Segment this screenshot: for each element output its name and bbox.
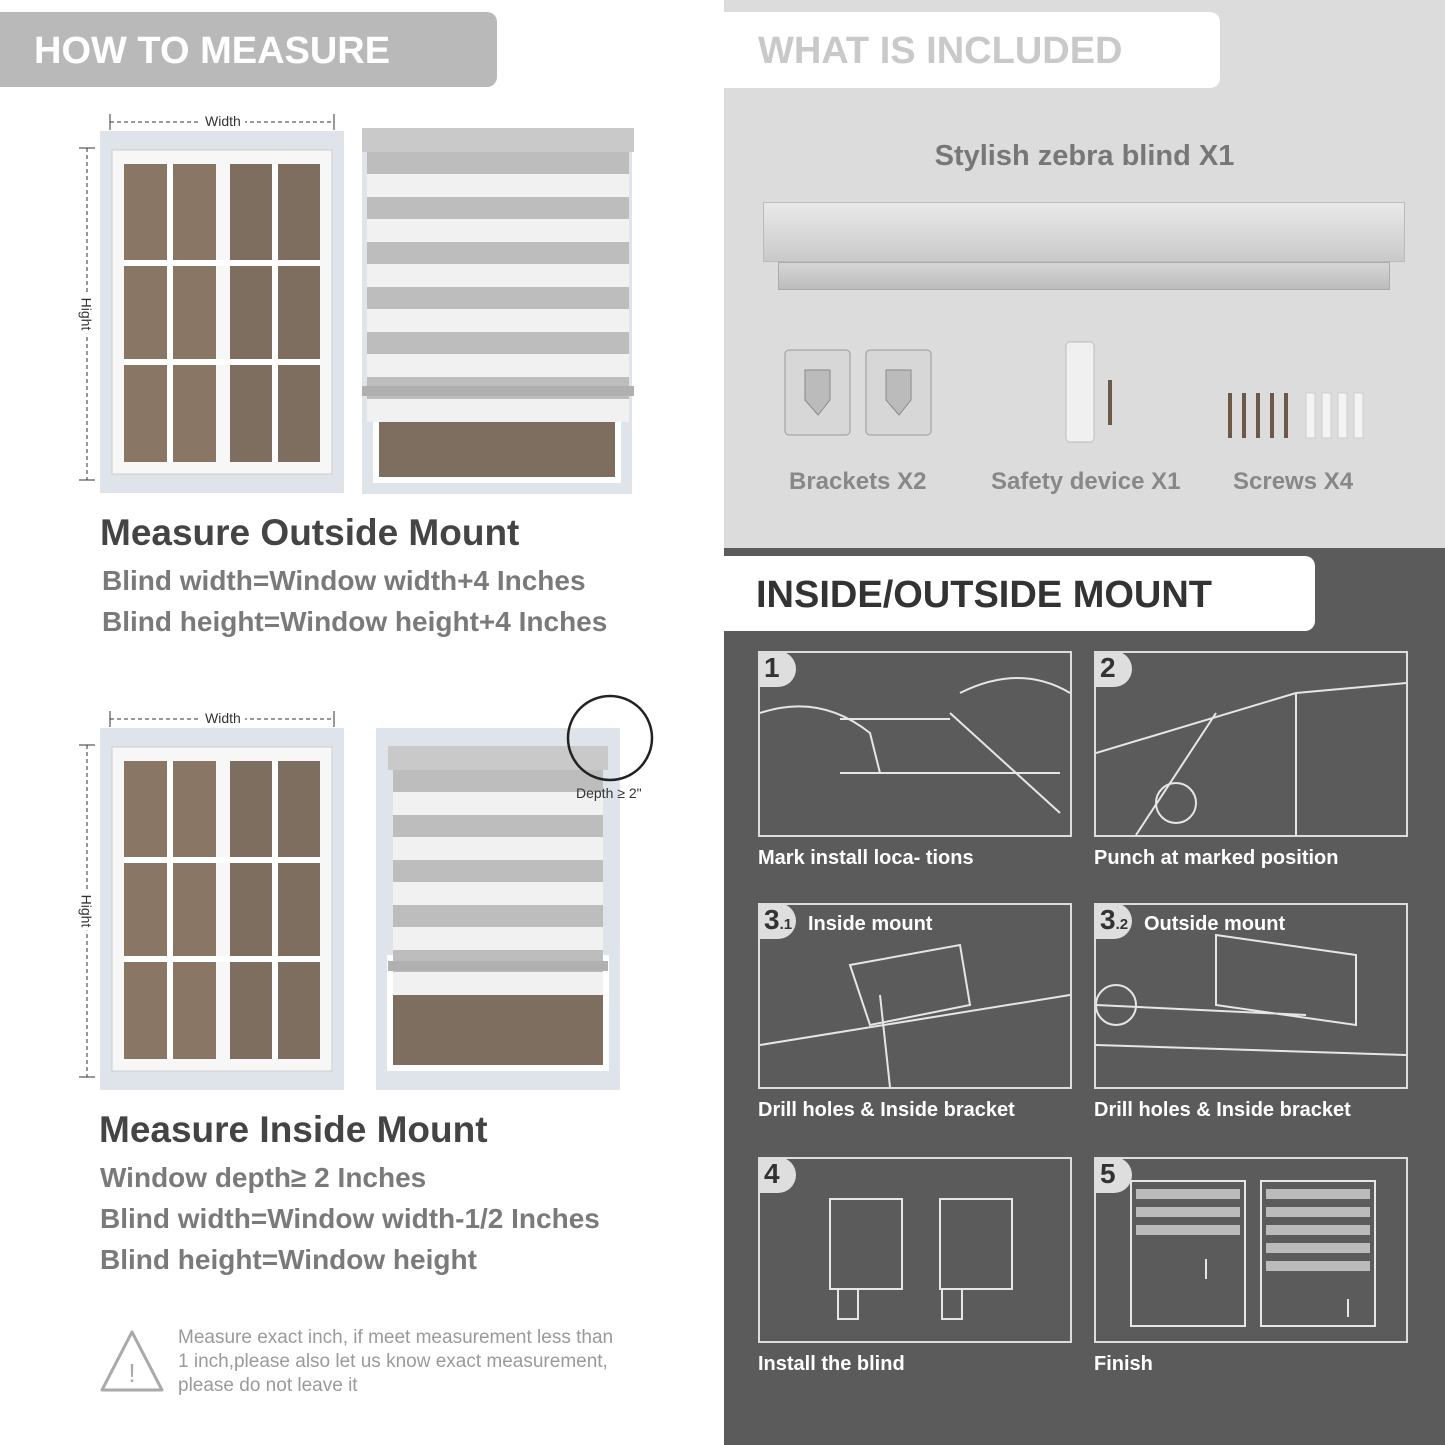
step-label: Drill holes & Inside bracket <box>758 1099 1015 1121</box>
inside-mount-line: Blind width=Window width-1/2 Inches <box>100 1203 600 1234</box>
depth-label: Depth ≥ 2" <box>576 785 642 801</box>
step-title: Inside mount <box>808 913 933 935</box>
step-title: Outside mount <box>1144 913 1286 935</box>
mount-header: INSIDE/OUTSIDE MOUNT <box>724 556 1315 631</box>
included-item-label: Screws X4 <box>1233 468 1354 495</box>
included-title: Stylish zebra blind X1 <box>934 140 1235 172</box>
outside-window-illustration <box>70 110 360 500</box>
inside-mount-line: Blind height=Window height <box>100 1244 477 1275</box>
step-number: 3.1 <box>758 903 796 939</box>
step-panel-3 <box>758 903 1072 1089</box>
step-number: 2 <box>1094 651 1132 687</box>
screws-image <box>1222 388 1372 443</box>
step-number: 4 <box>758 1157 796 1193</box>
step-illustration <box>1096 1159 1406 1341</box>
step-illustration <box>760 1159 1070 1341</box>
included-header: WHAT IS INCLUDED <box>724 12 1220 88</box>
blind-headrail-image <box>763 202 1405 262</box>
height-dimension-label: Hight <box>78 892 94 931</box>
width-dimension-label: Width <box>201 710 245 726</box>
brackets-image <box>780 345 940 440</box>
step-label: Mark install loca- tions <box>758 847 974 869</box>
outside-mount-line: Blind width=Window width+4 Inches <box>102 565 586 596</box>
svg-text:!: ! <box>128 1358 136 1388</box>
step-number: 5 <box>1094 1157 1132 1193</box>
step-label: Punch at marked position <box>1094 847 1339 869</box>
step-panel-2 <box>1094 651 1408 837</box>
outside-blind-illustration <box>362 128 634 494</box>
inside-window-illustration <box>70 707 360 1097</box>
inside-mount-title: Measure Inside Mount <box>99 1109 488 1150</box>
step-label: Finish <box>1094 1353 1153 1375</box>
how-to-measure-header: HOW TO MEASURE <box>0 12 497 87</box>
inside-mount-line: Window depth≥ 2 Inches <box>100 1162 427 1193</box>
blind-bottomrail-image <box>778 262 1390 290</box>
outside-mount-line: Blind height=Window height+4 Inches <box>102 606 608 637</box>
step-panel-6 <box>1094 1157 1408 1343</box>
step-panel-1 <box>758 651 1072 837</box>
width-dimension-label: Width <box>201 113 245 129</box>
warning-text: Measure exact inch, if meet measurement less than 1 inch,please also let us know exact measurement, please do not leave it <box>178 1327 614 1396</box>
included-item-label: Safety device X1 <box>991 468 1181 495</box>
step-label: Drill holes & Inside bracket <box>1094 1099 1351 1121</box>
safety-device-image <box>1060 338 1124 448</box>
step-label: Install the blind <box>758 1353 905 1375</box>
step-illustration <box>760 653 1070 835</box>
included-item-label: Brackets X2 <box>789 468 927 495</box>
step-number: 1 <box>758 651 796 687</box>
step-illustration <box>1096 653 1406 835</box>
outside-mount-title: Measure Outside Mount <box>100 512 520 553</box>
inside-blind-illustration <box>374 694 664 1094</box>
height-dimension-label: Hight <box>78 295 94 334</box>
step-panel-5 <box>758 1157 1072 1343</box>
warning-triangle-icon <box>98 1328 166 1396</box>
step-number: 3.2 <box>1094 903 1132 939</box>
step-panel-4 <box>1094 903 1408 1089</box>
